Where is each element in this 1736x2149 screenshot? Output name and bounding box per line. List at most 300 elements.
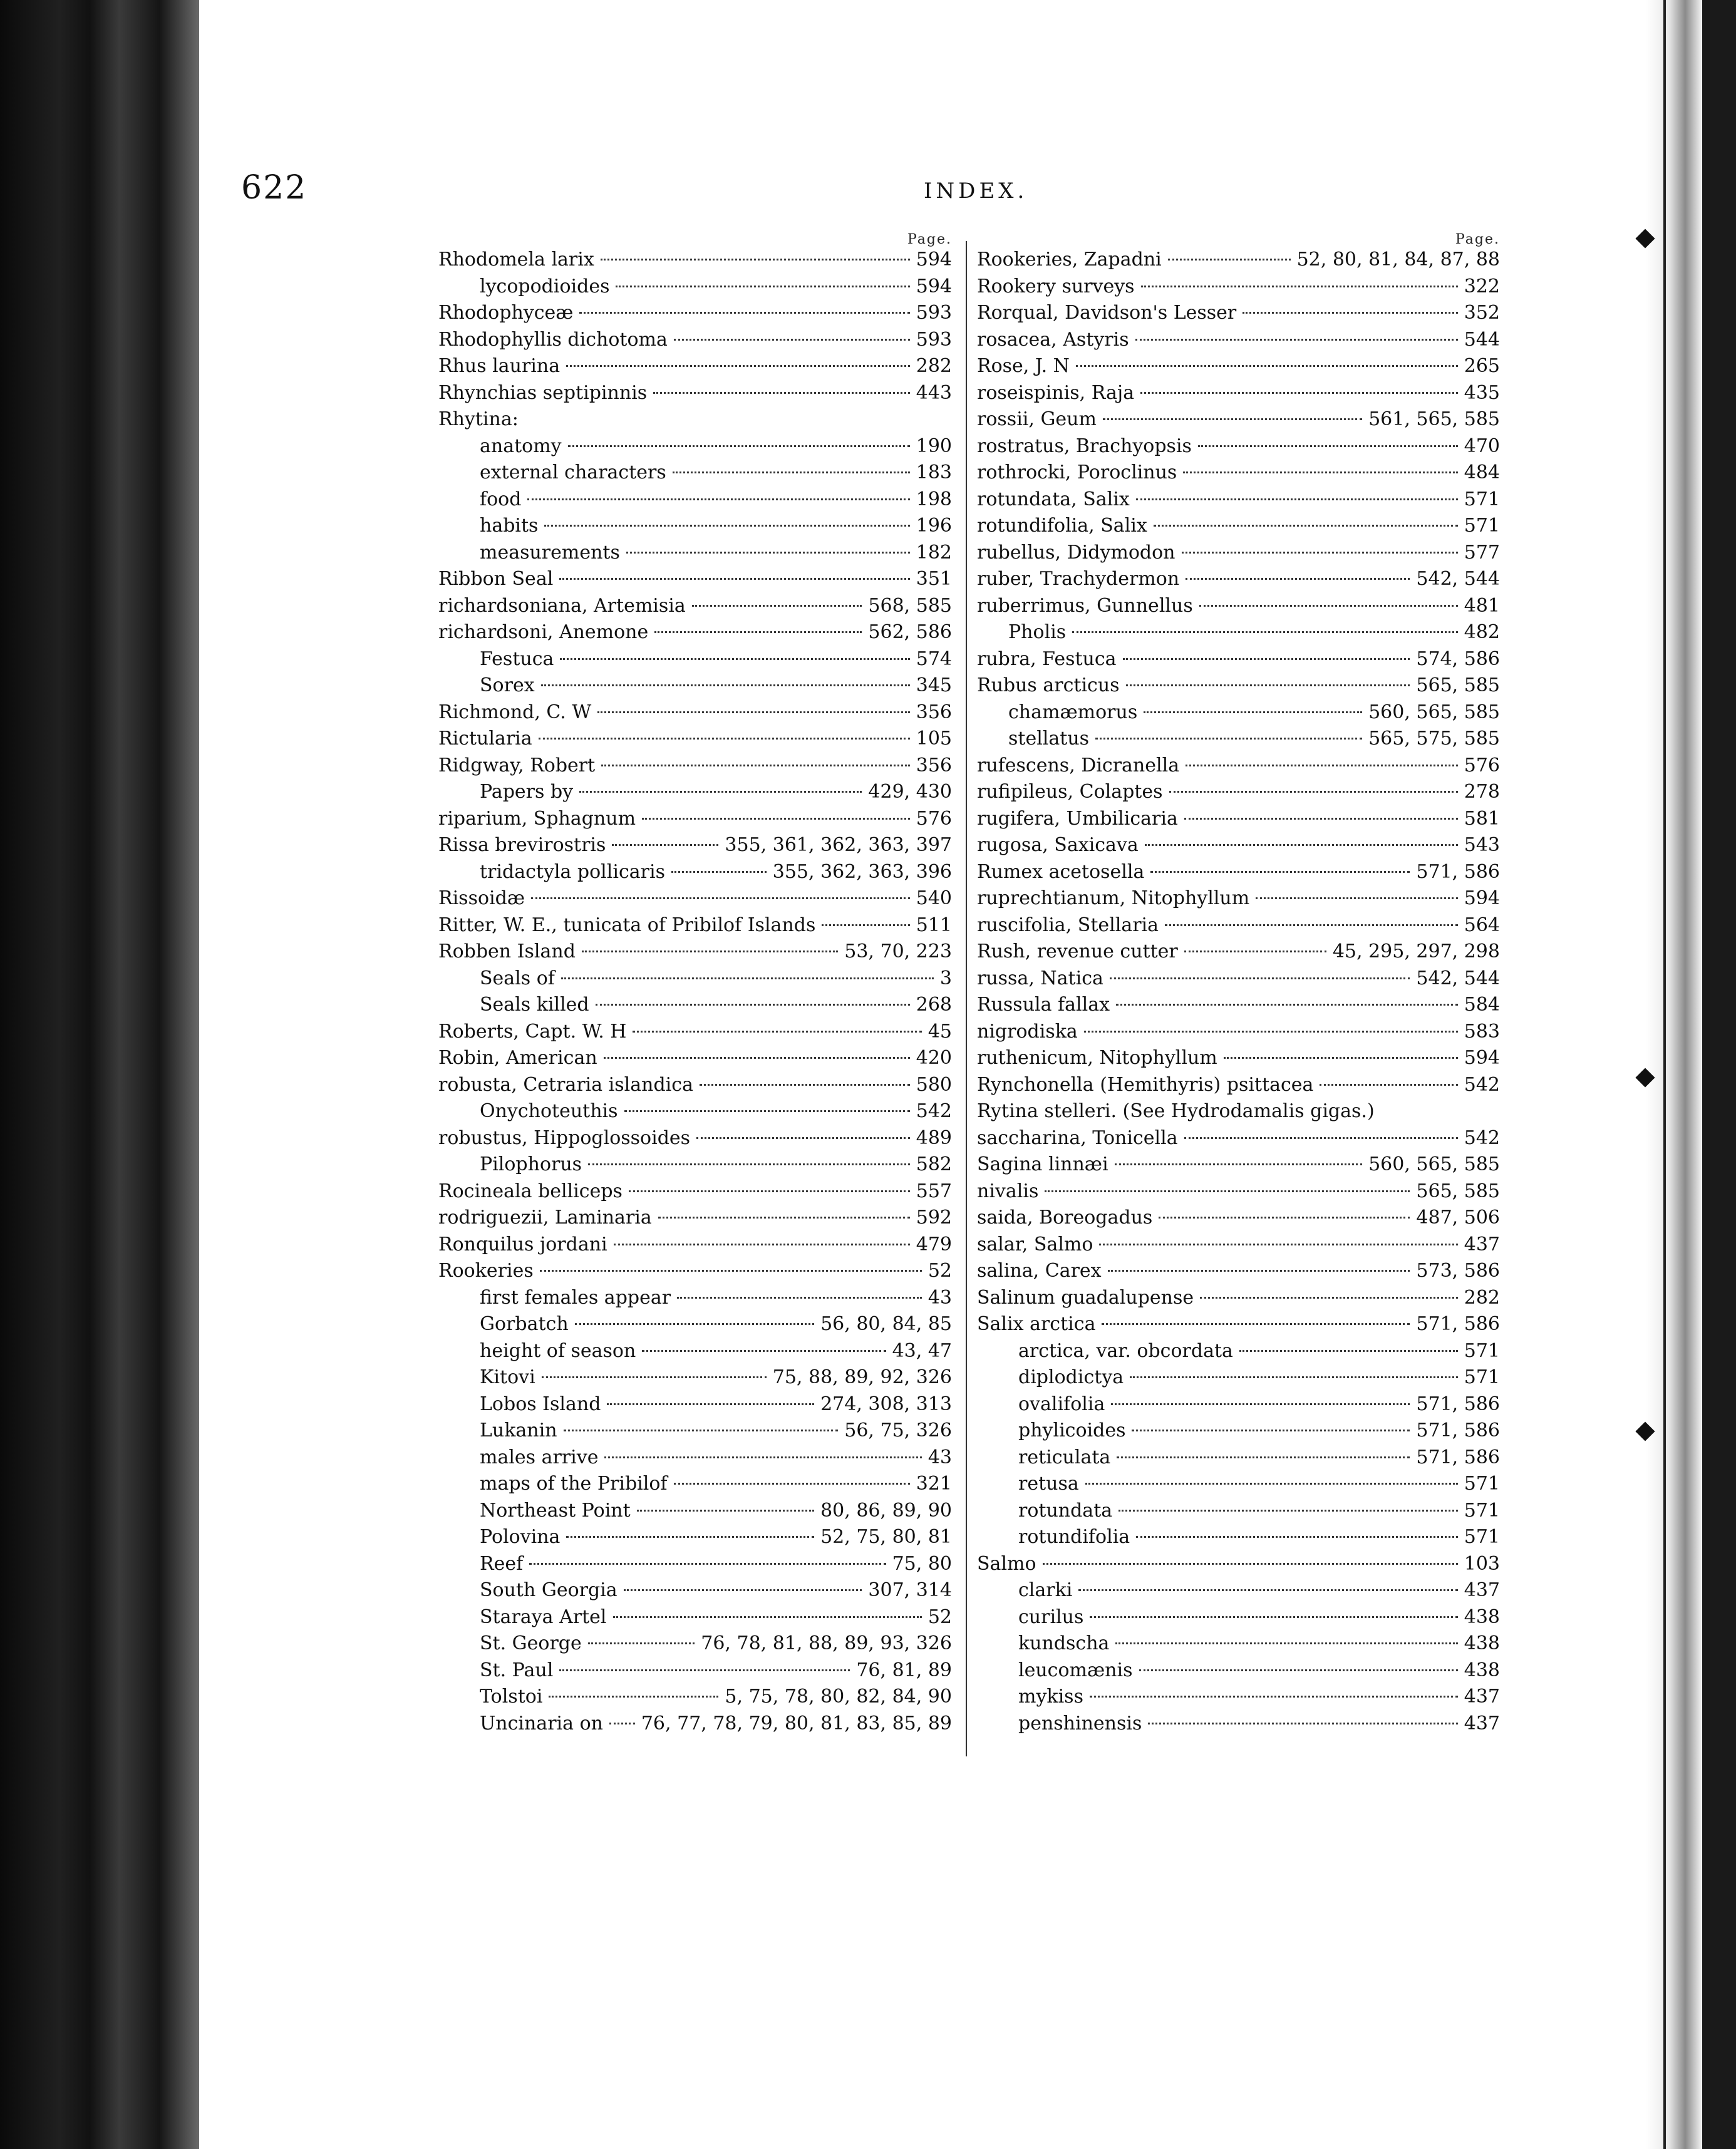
index-term: Ronquilus jordani: [438, 1233, 607, 1255]
index-term: ruberrimus, Gunnellus: [977, 594, 1193, 617]
index-page-refs: 571: [1464, 515, 1500, 537]
index-term: Russula fallax: [977, 994, 1110, 1016]
index-page-refs: 594: [1464, 887, 1500, 909]
index-term: richardsoniana, Artemisia: [438, 594, 686, 617]
index-term: richardsoni, Anemone: [438, 621, 649, 643]
index-page-refs: 557: [916, 1180, 952, 1202]
index-term: rotundifolia, Salix: [977, 515, 1147, 537]
index-page-refs: 593: [916, 328, 952, 351]
index-entry: [977, 1258, 1500, 1285]
dot-leader: [1320, 1084, 1457, 1086]
index-term: penshinensis: [1018, 1712, 1142, 1734]
index-entry: [977, 885, 1500, 912]
dot-leader: [579, 791, 862, 793]
index-page-refs: 564: [1464, 914, 1500, 936]
index-page-refs: 487, 506: [1416, 1207, 1500, 1229]
dot-leader: [658, 1217, 910, 1219]
dot-leader: [1168, 259, 1291, 260]
index-term: Rumex acetosella: [977, 860, 1145, 883]
dot-leader: [1078, 1589, 1457, 1591]
index-entry: [977, 992, 1500, 1019]
index-page-refs: 581: [1464, 807, 1500, 830]
index-page-refs: 352: [1464, 302, 1500, 324]
index-page-refs: 544: [1464, 328, 1500, 351]
index-term: Richmond, C. W: [438, 701, 592, 723]
index-entry: [977, 593, 1500, 620]
dot-leader: [1126, 684, 1410, 686]
index-page-refs: 105: [916, 728, 952, 750]
dot-leader: [1045, 1190, 1410, 1192]
index-term: rosacea, Astyris: [977, 328, 1129, 351]
index-page-refs: 571: [1464, 1526, 1500, 1548]
index-page-refs: 577: [1464, 541, 1500, 564]
dot-leader: [582, 951, 838, 952]
dot-leader: [566, 365, 910, 367]
dot-leader: [1148, 1723, 1457, 1724]
dot-leader: [604, 1456, 921, 1458]
index-page-refs: 583: [1464, 1020, 1500, 1043]
index-page-refs: 76, 77, 78, 79, 80, 81, 83, 85, 89: [641, 1712, 952, 1734]
index-entry: [977, 433, 1500, 460]
index-entry: [977, 1232, 1500, 1259]
dot-leader: [1141, 286, 1458, 287]
index-page-refs: 573, 586: [1416, 1260, 1500, 1282]
index-term: rothrocki, Poroclinus: [977, 461, 1177, 483]
index-page-refs: 565, 585: [1416, 674, 1500, 696]
index-term: roseispinis, Raja: [977, 381, 1135, 404]
index-term: kundscha: [1018, 1632, 1110, 1654]
dot-leader: [654, 631, 862, 633]
index-term: rubra, Festuca: [977, 647, 1117, 670]
index-term: Salmo: [977, 1552, 1036, 1575]
index-entry: [438, 1471, 952, 1498]
index-term: Seals killed: [480, 994, 589, 1016]
index-term: Gorbatch: [480, 1313, 569, 1335]
index-page-refs: 565, 575, 585: [1368, 728, 1500, 750]
dot-leader: [1165, 924, 1458, 926]
index-entry: [438, 1178, 952, 1205]
index-entry: [977, 380, 1500, 407]
dot-leader: [1115, 1642, 1457, 1644]
index-page-refs: 571: [1464, 1339, 1500, 1362]
index-page-refs: 322: [1464, 275, 1500, 297]
index-entry: [438, 1657, 952, 1684]
dot-leader: [561, 977, 934, 979]
index-page-refs: 542: [916, 1100, 952, 1122]
index-entry: [438, 1285, 952, 1312]
index-term: robustus, Hippoglossoides: [438, 1126, 691, 1149]
index-entry: [438, 593, 952, 620]
index-page-refs: 543: [1464, 834, 1500, 856]
index-entry: [977, 300, 1500, 327]
book-binding: [0, 0, 199, 2149]
index-entry: [438, 1418, 952, 1445]
dot-leader: [1243, 312, 1457, 314]
index-entry: [438, 1524, 952, 1551]
index-term: ruthenicum, Nitophyllum: [977, 1047, 1217, 1069]
index-entry: [977, 779, 1500, 806]
dot-leader: [541, 684, 910, 686]
dot-leader: [671, 871, 767, 873]
dot-leader: [539, 738, 910, 740]
index-entry: [438, 540, 952, 567]
dot-leader: [568, 445, 910, 447]
index-term: Lukanin: [480, 1420, 557, 1441]
dot-leader: [1256, 897, 1458, 899]
index-entry: [977, 646, 1500, 673]
index-page-refs: 56, 80, 84, 85: [820, 1313, 952, 1335]
index-page-refs: 571, 586: [1416, 1393, 1500, 1415]
index-entry: [977, 726, 1500, 753]
index-term: Rocineala belliceps: [438, 1180, 623, 1202]
index-page-refs: 429, 430: [868, 781, 952, 803]
index-entry: [977, 806, 1500, 833]
dot-leader: [1072, 631, 1458, 633]
index-page-refs: 278: [1464, 781, 1500, 803]
index-entry: [977, 487, 1500, 513]
index-page-refs: 190: [916, 435, 952, 457]
index-page-refs: 584: [1464, 994, 1500, 1016]
index-entry: [977, 699, 1500, 726]
index-entry: [438, 1045, 952, 1072]
dot-leader: [566, 1536, 814, 1538]
index-term: Rissa brevirostris: [438, 834, 606, 856]
dot-leader: [575, 1323, 814, 1325]
index-entry: [438, 566, 952, 593]
index-page-refs: 574: [916, 647, 952, 670]
index-term: robusta, Cetraria islandica: [438, 1073, 693, 1096]
dot-leader: [1159, 1217, 1410, 1219]
dot-leader: [607, 1403, 814, 1405]
index-page-refs: 75, 80: [892, 1552, 952, 1575]
index-term: Ribbon Seal: [438, 568, 554, 590]
index-page-refs: 484: [1464, 461, 1500, 483]
index-page-refs: 571: [1464, 1473, 1500, 1495]
dot-leader: [596, 1004, 910, 1006]
index-entry: [438, 460, 952, 487]
page-edge: [1646, 0, 1702, 2149]
index-page-refs: 571, 586: [1416, 1446, 1500, 1468]
index-term: stellatus: [1008, 728, 1090, 750]
dot-leader: [1084, 1031, 1458, 1033]
index-page-refs: 45, 295, 297, 298: [1332, 941, 1500, 962]
index-entry: [977, 966, 1500, 992]
index-page-refs: 582: [916, 1153, 952, 1175]
index-page-refs: 76, 78, 81, 88, 89, 93, 326: [701, 1632, 952, 1654]
dot-leader: [1200, 1297, 1458, 1299]
index-page-refs: 75, 88, 89, 92, 326: [772, 1366, 952, 1388]
index-page-refs: 562, 586: [868, 621, 952, 643]
index-entry: [977, 1338, 1500, 1365]
dot-leader: [1150, 871, 1410, 873]
index-entry: [438, 1498, 952, 1525]
index-term: food: [480, 488, 522, 510]
index-page-refs: 52: [927, 1605, 952, 1628]
index-entry: [438, 646, 952, 673]
dot-leader: [559, 1669, 850, 1671]
index-term: Salix arctica: [977, 1313, 1096, 1335]
index-entry: [438, 832, 952, 859]
index-page-refs: 565, 585: [1416, 1180, 1500, 1202]
dot-leader: [1095, 738, 1362, 740]
index-page-refs: 5, 75, 78, 80, 82, 84, 90: [725, 1686, 952, 1708]
index-page-refs: 438: [1464, 1605, 1500, 1628]
index-entry: [977, 513, 1500, 540]
index-entry: [438, 513, 952, 540]
dot-leader: [1090, 1616, 1457, 1618]
index-entry: [977, 540, 1500, 567]
dot-leader: [1169, 791, 1458, 793]
index-term: measurements: [480, 541, 620, 564]
dot-leader: [597, 711, 910, 713]
index-page-refs: 542: [1464, 1126, 1500, 1149]
index-entry: [438, 779, 952, 806]
index-term: Kitovi: [480, 1366, 535, 1388]
dot-leader: [1115, 1163, 1362, 1165]
dot-leader: [1144, 711, 1362, 713]
left-column: [438, 233, 952, 1761]
index-term: rodriguezii, Laminaria: [438, 1207, 652, 1229]
index-page-refs: 43: [927, 1286, 952, 1309]
index-page-refs: 561, 565, 585: [1368, 408, 1500, 430]
dot-leader: [609, 1723, 635, 1724]
page-column-label: Page.: [1455, 232, 1500, 247]
right-column: [977, 233, 1500, 1761]
index-term: Papers by: [480, 781, 574, 803]
index-page-refs: 571: [1464, 1499, 1500, 1522]
index-term: Ridgway, Robert: [438, 754, 596, 776]
index-entry: [438, 619, 952, 646]
index-entry: [977, 1072, 1500, 1099]
index-entry: [977, 1631, 1500, 1657]
dot-leader: [674, 339, 910, 341]
index-entry: [438, 726, 952, 753]
index-term: first females appear: [480, 1286, 671, 1309]
index-entry: [977, 859, 1500, 886]
index-entry: [977, 1098, 1500, 1125]
dot-leader: [624, 1589, 862, 1591]
page-edge-line: [1663, 0, 1666, 2149]
index-entry: [438, 1072, 952, 1099]
index-page-refs: 438: [1464, 1632, 1500, 1654]
index-entry: [977, 247, 1500, 274]
index-term: Staraya Artel: [480, 1605, 607, 1628]
index-term: rossii, Geum: [977, 408, 1097, 430]
index-term: Rubus arcticus: [977, 674, 1120, 696]
index-entry: [977, 460, 1500, 487]
index-term: Roberts, Capt. W. H: [438, 1020, 627, 1043]
index-entry: [977, 1604, 1500, 1631]
index-term: Rhodophyceæ: [438, 302, 574, 324]
index-term: Pilophorus: [480, 1153, 582, 1175]
dot-leader: [1117, 1456, 1410, 1458]
index-term: Festuca: [480, 647, 554, 670]
index-term: height of season: [480, 1339, 636, 1362]
index-page-refs: 52, 75, 80, 81: [820, 1526, 952, 1548]
index-page-refs: 307, 314: [868, 1579, 952, 1601]
index-term: phylicoides: [1018, 1420, 1126, 1441]
index-page-refs: 76, 81, 89: [856, 1659, 952, 1681]
index-page-refs: 53, 70, 223: [844, 941, 952, 962]
index-page-refs: 282: [1464, 1286, 1500, 1309]
index-term: South Georgia: [480, 1579, 617, 1601]
index-entry: [438, 673, 952, 699]
dot-leader: [637, 1510, 814, 1512]
index-term: Rhynchias septipinnis: [438, 381, 648, 404]
index-page-refs: 268: [916, 994, 952, 1016]
index-term: anatomy: [480, 435, 562, 457]
index-term: males arrive: [480, 1446, 599, 1468]
index-entry: [977, 1657, 1500, 1684]
index-entry: [977, 274, 1500, 301]
index-page-refs: 52: [927, 1260, 952, 1282]
index-entry: [438, 753, 952, 780]
index-entry: [977, 912, 1500, 939]
dot-leader: [564, 1430, 839, 1431]
index-page-refs: 580: [916, 1073, 952, 1096]
dot-leader: [559, 578, 909, 580]
index-entry: [977, 1364, 1500, 1391]
index-term: Reef: [480, 1552, 524, 1575]
index-page-refs: 355, 362, 363, 396: [772, 860, 952, 883]
index-term: Rose, J. N: [977, 355, 1070, 377]
dot-leader: [540, 1270, 922, 1272]
dot-leader: [629, 1190, 910, 1192]
index-page-refs: 265: [1464, 355, 1500, 377]
index-term: Salinum guadalupense: [977, 1286, 1194, 1309]
index-entry: [977, 1577, 1500, 1604]
dot-leader: [1140, 392, 1458, 394]
index-entry: [977, 1684, 1500, 1711]
index-page-refs: 198: [916, 488, 952, 510]
dot-leader: [674, 1483, 910, 1485]
index-entry: [438, 1391, 952, 1418]
page-column-label: Page.: [907, 232, 952, 247]
dot-leader: [1183, 472, 1457, 473]
index-term: lycopodioides: [480, 275, 610, 297]
index-entry: [977, 753, 1500, 780]
dot-leader: [1119, 1510, 1458, 1512]
index-page-refs: 511: [916, 914, 952, 936]
index-term: Ritter, W. E., tunicata of Pribilof Islands: [438, 914, 816, 936]
index-term: Rictularia: [438, 728, 532, 750]
index-term: St. George: [480, 1632, 582, 1654]
index-entry: [438, 247, 952, 274]
index-entry: [977, 566, 1500, 593]
index-entry: [438, 966, 952, 992]
index-term: rufescens, Dicranella: [977, 754, 1180, 776]
index-entry: [438, 406, 952, 433]
dot-leader: [1043, 1563, 1458, 1565]
dot-leader: [1139, 1669, 1458, 1671]
index-entry: [438, 1125, 952, 1152]
index-page-refs: 594: [916, 249, 952, 271]
index-entry: [438, 1684, 952, 1711]
index-page-refs: 52, 80, 81, 84, 87, 88: [1296, 249, 1500, 271]
index-term: Rytina stelleri. (See Hydrodamalis gigas.): [977, 1100, 1375, 1122]
index-page-refs: 80, 86, 89, 90: [820, 1499, 952, 1522]
index-entry: [977, 1445, 1500, 1471]
index-page-refs: 437: [1464, 1233, 1500, 1255]
index-entry: [438, 380, 952, 407]
index-term: Pholis: [1008, 621, 1067, 643]
index-term: rubellus, Didymodon: [977, 541, 1175, 564]
index-term: St. Paul: [480, 1659, 554, 1681]
index-page-refs: 560, 565, 585: [1368, 701, 1500, 723]
index-page-refs: 568, 585: [868, 594, 952, 617]
dot-leader: [531, 897, 910, 899]
dot-leader: [601, 259, 910, 260]
index-entry: [438, 992, 952, 1019]
index-term: Rookeries, Zapadni: [977, 249, 1162, 271]
dot-leader: [616, 286, 909, 287]
index-entry: [977, 327, 1500, 354]
index-term: Sagina linnæi: [977, 1153, 1108, 1175]
index-entry: [438, 912, 952, 939]
dot-leader: [1110, 977, 1410, 979]
dot-leader: [1186, 765, 1458, 766]
dot-leader: [1186, 578, 1410, 580]
index-entry: [977, 1045, 1500, 1072]
index-entry: [438, 1577, 952, 1604]
index-term: leucomænis: [1018, 1659, 1133, 1681]
index-entry: [438, 699, 952, 726]
index-page-refs: 479: [916, 1233, 952, 1255]
index-page-refs: 196: [916, 515, 952, 537]
dot-leader: [601, 765, 910, 766]
dot-leader: [1132, 1430, 1410, 1431]
index-page-refs: 489: [916, 1126, 952, 1149]
dot-leader: [633, 1031, 921, 1033]
dot-leader: [529, 1563, 886, 1565]
index-entry: [438, 885, 952, 912]
index-term: Rissoidæ: [438, 887, 525, 909]
dot-leader: [677, 1297, 922, 1299]
dot-leader: [1145, 844, 1458, 846]
index-entry: [438, 1364, 952, 1391]
index-page-refs: 183: [916, 461, 952, 483]
index-term: ruscifolia, Stellaria: [977, 914, 1159, 936]
index-entry: [438, 1019, 952, 1046]
index-page-refs: 594: [916, 275, 952, 297]
index-term: Northeast Point: [480, 1499, 631, 1522]
index-page-refs: 437: [1464, 1712, 1500, 1734]
index-page-refs: 594: [1464, 1047, 1500, 1069]
index-page-refs: 435: [1464, 381, 1500, 404]
index-page-refs: 482: [1464, 621, 1500, 643]
dot-leader: [588, 1642, 695, 1644]
index-term: rotundata: [1018, 1499, 1113, 1522]
index-page-refs: 593: [916, 302, 952, 324]
index-term: ruber, Trachydermon: [977, 568, 1180, 590]
index-page-refs: 43: [927, 1446, 952, 1468]
index-term: arctica, var. obcordata: [1018, 1339, 1233, 1362]
index-page-refs: 103: [1464, 1552, 1500, 1575]
index-page-refs: 437: [1464, 1579, 1500, 1601]
index-page-refs: 542, 544: [1416, 967, 1500, 989]
index-page-refs: 282: [916, 355, 952, 377]
index-term: Rhodomela larix: [438, 249, 594, 271]
index-page-refs: 443: [916, 381, 952, 404]
index-page-refs: 182: [916, 541, 952, 564]
dot-leader: [1136, 1536, 1458, 1538]
index-entry: [977, 1551, 1500, 1578]
index-term: Lobos Island: [480, 1393, 601, 1415]
index-page-refs: 560, 565, 585: [1368, 1153, 1500, 1175]
dot-leader: [1130, 1376, 1458, 1378]
index-term: maps of the Pribilof: [480, 1473, 668, 1495]
dot-leader: [700, 1084, 910, 1086]
